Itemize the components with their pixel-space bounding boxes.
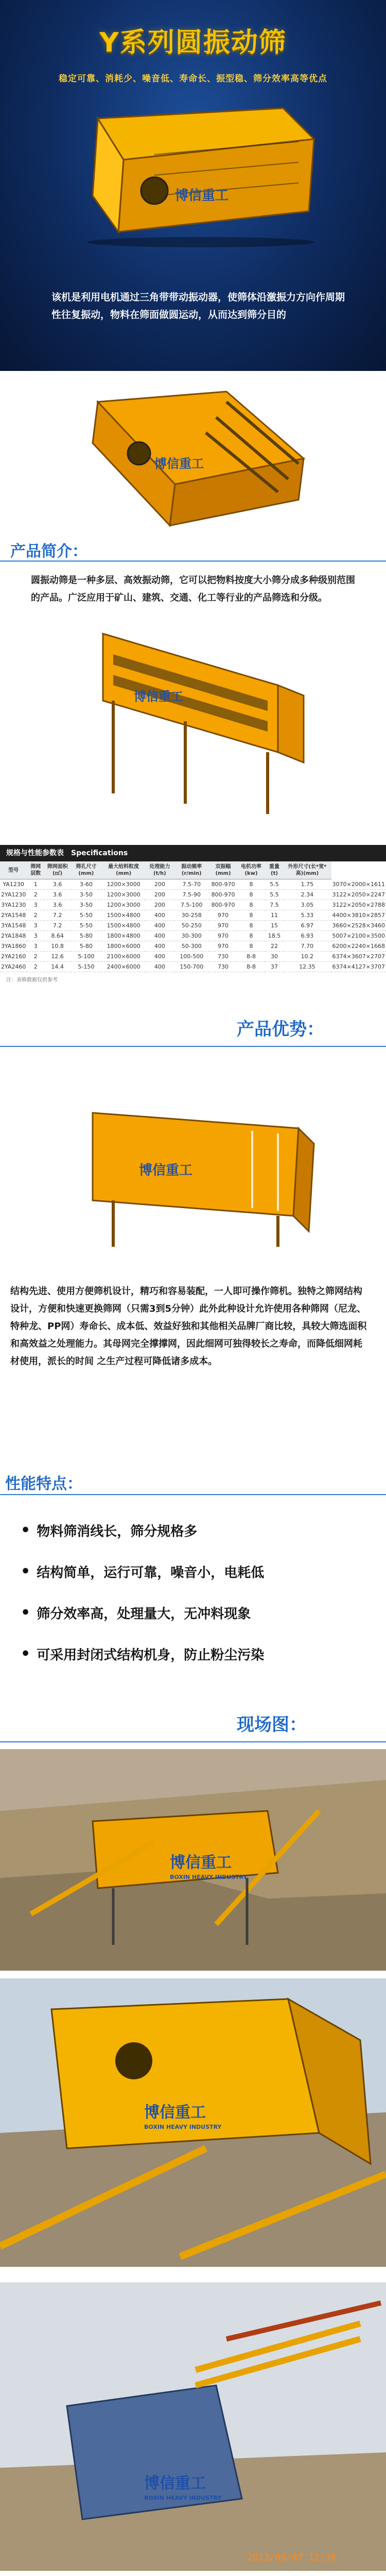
spec-cell: 10.2: [283, 952, 331, 962]
spec-cell: 730: [209, 962, 237, 972]
scene-divider: [0, 1741, 386, 1742]
spec-cell: 7.5-70: [174, 879, 209, 890]
spec-col-header: 筛孔尺寸(mm): [71, 861, 101, 879]
spec-cell: 3122×2050×2788: [331, 900, 386, 910]
spec-cell: 200: [146, 890, 174, 900]
spec-cell: 8.64: [44, 931, 71, 941]
spec-cell: 1.75: [283, 879, 331, 890]
spec-cell: 7.5-90: [174, 890, 209, 900]
spec-cell: 970: [209, 941, 237, 952]
spec-row: [0, 931, 386, 941]
features-heading: 性能特点：: [5, 1475, 82, 1493]
hero-description: 该机是利用电机通过三角带带动振动器，使筛体沿激振力方向作周期性往复振动，物料在筛面做圆运动，从而达到筛分目的: [51, 292, 345, 320]
spec-cell: 8: [237, 910, 265, 921]
spec-note: 注：表格数据仅供参考: [6, 977, 58, 983]
spec-cell: 970: [209, 921, 237, 931]
spec-cell: 400: [146, 962, 174, 972]
spec-cell: 2YA1548: [0, 910, 27, 921]
feature-text: 物料筛消线长，筛分规格多: [37, 1523, 198, 1539]
site-photo-2: [0, 1978, 386, 2267]
site3-timestamp: 2013/05/07 12:36: [247, 2552, 337, 2563]
feature-item: [21, 1633, 365, 1674]
intro-text: 圆振动筛是一种多层、高效振动筛，它可以把物料按度大小筛分成多种级别范围的产品。广泛应用于矿山、建筑、交通、化工等行业的产品筛选和分级。: [31, 575, 355, 603]
spec-cell: 8: [237, 931, 265, 941]
advantages-text: 结构先进、使用方便筛机设计，精巧和容易装配，一人即可操作筛机。独特之筛网结构设计，方便和快速更换筛网（只需3到5分钟）此外此种设计允许使用各种筛网（尼龙、特种龙、PP网）寿命长、成本低、效益好独和其他相关品牌厂商比较，具较大筛选面积和高效益之处理能力。其母网完全撑撑网，因此细网可独得较长之寿命，而降低细网耗材使用，派长的时间 之生产过程可降低诸多成本。: [10, 1286, 367, 1367]
spec-cell: 8: [237, 941, 265, 952]
spec-cell: 8-8: [237, 952, 265, 962]
spec-cell: 30: [266, 952, 284, 962]
spec-cell: 12.6: [44, 952, 71, 962]
spec-cell: 2YA2460: [0, 962, 27, 972]
spec-cell: 18.5: [266, 931, 284, 941]
spec-col-header: 筛网面积(㎡): [44, 861, 71, 879]
spec-cell: 30-300: [174, 931, 209, 941]
site3-logo-text: 博信重工: [144, 2475, 206, 2493]
feature-item: [21, 1510, 365, 1551]
site2-logo-en: BOXIN HEAVY INDUSTRY: [144, 2124, 222, 2130]
spec-col-header: 筛网层数: [27, 861, 44, 879]
spec-cell: 3.05: [283, 900, 331, 910]
spec-cell: 15: [266, 921, 284, 931]
spec-row: [0, 910, 386, 921]
spec-cell: 1800×6000: [101, 941, 145, 952]
spec-cell: 11: [266, 910, 284, 921]
spec-row: [0, 921, 386, 931]
spec-col-header: 电机功率(kw): [237, 861, 265, 879]
spec-cell: 2100×6000: [101, 952, 145, 962]
spec-cell: 4400×3810×2857: [331, 910, 386, 921]
intro-divider: [0, 561, 386, 562]
features-list: [21, 1510, 365, 1674]
spec-table-title: 规格与性能参数表 Specifications: [0, 845, 386, 861]
spec-cell: 12.35: [283, 962, 331, 972]
spec-cell: 800-970: [209, 900, 237, 910]
spec-cell: YA1230: [0, 879, 27, 890]
spec-cell: 2: [27, 952, 44, 962]
spec-cell: 5-50: [71, 910, 101, 921]
machine-photo-advantages: [82, 1097, 319, 1252]
spec-cell: 970: [209, 910, 237, 921]
spec-cell: 3660×2528×3460: [331, 921, 386, 931]
advantages-divider: [0, 1046, 386, 1047]
spec-table-section: [0, 845, 386, 986]
spec-col-header: 双振幅(mm): [209, 861, 237, 879]
spec-cell: 800-970: [209, 879, 237, 890]
spec-col-header: 外形尺寸(长*宽*高)(mm): [283, 861, 331, 879]
spec-table-body: [0, 879, 386, 972]
spec-cell: 730: [209, 952, 237, 962]
spec-cell: 3YA1230: [0, 900, 27, 910]
feature-text: 可采用封闭式结构机身，防止粉尘污染: [37, 1647, 265, 1663]
spec-cell: 5.5: [266, 879, 284, 890]
feature-text: 筛分效率高，处理量大，无冲料现象: [37, 1606, 251, 1622]
spec-cell: 3: [27, 941, 44, 952]
spec-cell: 400: [146, 910, 174, 921]
spec-cell: 1200×3000: [101, 879, 145, 890]
spec-cell: 7.70: [283, 941, 331, 952]
bullet-icon: •: [21, 1562, 31, 1581]
spec-cell: 400: [146, 952, 174, 962]
spec-cell: 150-700: [174, 962, 209, 972]
spec-cell: 1500×4800: [101, 921, 145, 931]
spec-cell: 1800×4800: [101, 931, 145, 941]
spec-cell: 5.5: [266, 890, 284, 900]
spec-row: [0, 962, 386, 972]
spec-cell: 3.6: [44, 879, 71, 890]
spec-col-header: 重量(t): [266, 861, 284, 879]
site3-logo-en: BOXIN HEAVY INDUSTRY: [144, 2495, 222, 2501]
spec-cell: 400: [146, 941, 174, 952]
spec-cell: 2: [27, 962, 44, 972]
spec-cell: 5007×2100×3500: [331, 931, 386, 941]
spec-cell: 3.6: [44, 900, 71, 910]
spec-cell: 3: [27, 900, 44, 910]
spec-cell: 3YA1548: [0, 921, 27, 931]
spec-cell: 3: [27, 931, 44, 941]
spec-cell: 6374×4127×3707: [331, 962, 386, 972]
spec-cell: 970: [209, 931, 237, 941]
spec-cell: 400: [146, 931, 174, 941]
spec-cell: 7.5: [266, 900, 284, 910]
spec-col-header: 振动频率(r/min): [174, 861, 209, 879]
spec-cell: 2YA2160: [0, 952, 27, 962]
bullet-icon: •: [21, 1645, 31, 1663]
site1-logo-en: BOXIN HEAVY INDUSTRY: [170, 1874, 248, 1880]
spec-cell: 2: [27, 890, 44, 900]
feature-item: [21, 1592, 365, 1633]
intro-heading: 产品简介：: [10, 543, 87, 561]
scene-heading: 现场图：: [237, 1715, 307, 1735]
spec-cell: 2400×6000: [101, 962, 145, 972]
spec-cell: 5-150: [71, 962, 101, 972]
spec-cell: 3.6: [44, 890, 71, 900]
bullet-icon: •: [21, 1521, 31, 1539]
spec-cell: 3: [27, 921, 44, 931]
spec-row: [0, 941, 386, 952]
spec-cell: 3YA1860: [0, 941, 27, 952]
site2-logo-text: 博信重工: [144, 2104, 206, 2122]
spec-cell: 50-300: [174, 941, 209, 952]
spec-cell: 3070×2000×1611: [331, 879, 386, 890]
photo2-logo-text: 博信重工: [154, 456, 204, 471]
spec-cell: 6.93: [283, 931, 331, 941]
spec-cell: 22: [266, 941, 284, 952]
spec-cell: 1: [27, 879, 44, 890]
spec-cell: 3-50: [71, 900, 101, 910]
spec-cell: 7.2: [44, 910, 71, 921]
machine-photo-side: [82, 381, 319, 536]
advantages-heading: 产品优势：: [237, 1019, 324, 1040]
spec-row: [0, 952, 386, 962]
features-divider: [0, 1494, 386, 1495]
spec-cell: 2: [27, 910, 44, 921]
spec-cell: 8: [237, 890, 265, 900]
spec-cell: 5-50: [71, 921, 101, 931]
spec-cell: 30-258: [174, 910, 209, 921]
spec-cell: 5-100: [71, 952, 101, 962]
spec-cell: 8-8: [237, 962, 265, 972]
spec-col-header: 最大给料粒度(mm): [101, 861, 145, 879]
spec-row: [0, 900, 386, 910]
spec-cell: 3-50: [71, 890, 101, 900]
spec-cell: 1200×3000: [101, 900, 145, 910]
spec-cell: 5.33: [283, 910, 331, 921]
photo3-logo-text: 博信重工: [134, 689, 183, 704]
spec-col-header: 处理能力(t/h): [146, 861, 174, 879]
spec-cell: 8: [237, 900, 265, 910]
spec-cell: 6.97: [283, 921, 331, 931]
hero-logo-text: 博信重工: [175, 188, 229, 204]
spec-cell: 100-500: [174, 952, 209, 962]
spec-header-row: [0, 861, 386, 879]
hero-subtitle: 稳定可靠、消耗少、噪音低、寿命长、振型稳、筛分效率高等优点: [59, 74, 327, 84]
photo4-logo-text: 博信重工: [139, 1163, 193, 1178]
spec-cell: 7.5-100: [174, 900, 209, 910]
spec-cell: 8: [237, 879, 265, 890]
spec-cell: 800-970: [209, 890, 237, 900]
spec-col-header: 型号: [0, 861, 27, 879]
site1-logo-text: 博信重工: [170, 1854, 232, 1872]
bullet-icon: •: [21, 1603, 31, 1622]
spec-table: [0, 861, 386, 972]
feature-text: 结构简单，运行可靠，噪音小，电耗低: [37, 1565, 265, 1581]
spec-cell: 10.8: [44, 941, 71, 952]
spec-cell: 2YA1230: [0, 890, 27, 900]
spec-cell: 6374×3607×2707: [331, 952, 386, 962]
feature-item: [21, 1551, 365, 1592]
spec-cell: 200: [146, 879, 174, 890]
hero-title: Y系列圆振动筛: [99, 27, 287, 58]
hero-banner: [0, 0, 386, 371]
spec-cell: 2.34: [283, 890, 331, 900]
spec-row: [0, 890, 386, 900]
spec-cell: 50-250: [174, 921, 209, 931]
site-photo-1: [0, 1749, 386, 1971]
site-photo-3: [0, 2282, 386, 2571]
spec-cell: 5-80: [71, 941, 101, 952]
spec-cell: 6200×2240×1668: [331, 941, 386, 952]
spec-cell: 200: [146, 900, 174, 910]
spec-cell: 2YA1848: [0, 931, 27, 941]
spec-cell: 1500×4800: [101, 910, 145, 921]
machine-photo-front: [82, 623, 309, 819]
spec-cell: 1200×3000: [101, 890, 145, 900]
spec-row: [0, 879, 386, 890]
spec-cell: 3122×2050×2247: [331, 890, 386, 900]
hero-machine-image: [77, 93, 324, 247]
spec-cell: 5-80: [71, 931, 101, 941]
spec-cell: 400: [146, 921, 174, 931]
spec-cell: 3-60: [71, 879, 101, 890]
spec-cell: 14.4: [44, 962, 71, 972]
spec-cell: 37: [266, 962, 284, 972]
spec-cell: 7.2: [44, 921, 71, 931]
spec-cell: 8: [237, 921, 265, 931]
